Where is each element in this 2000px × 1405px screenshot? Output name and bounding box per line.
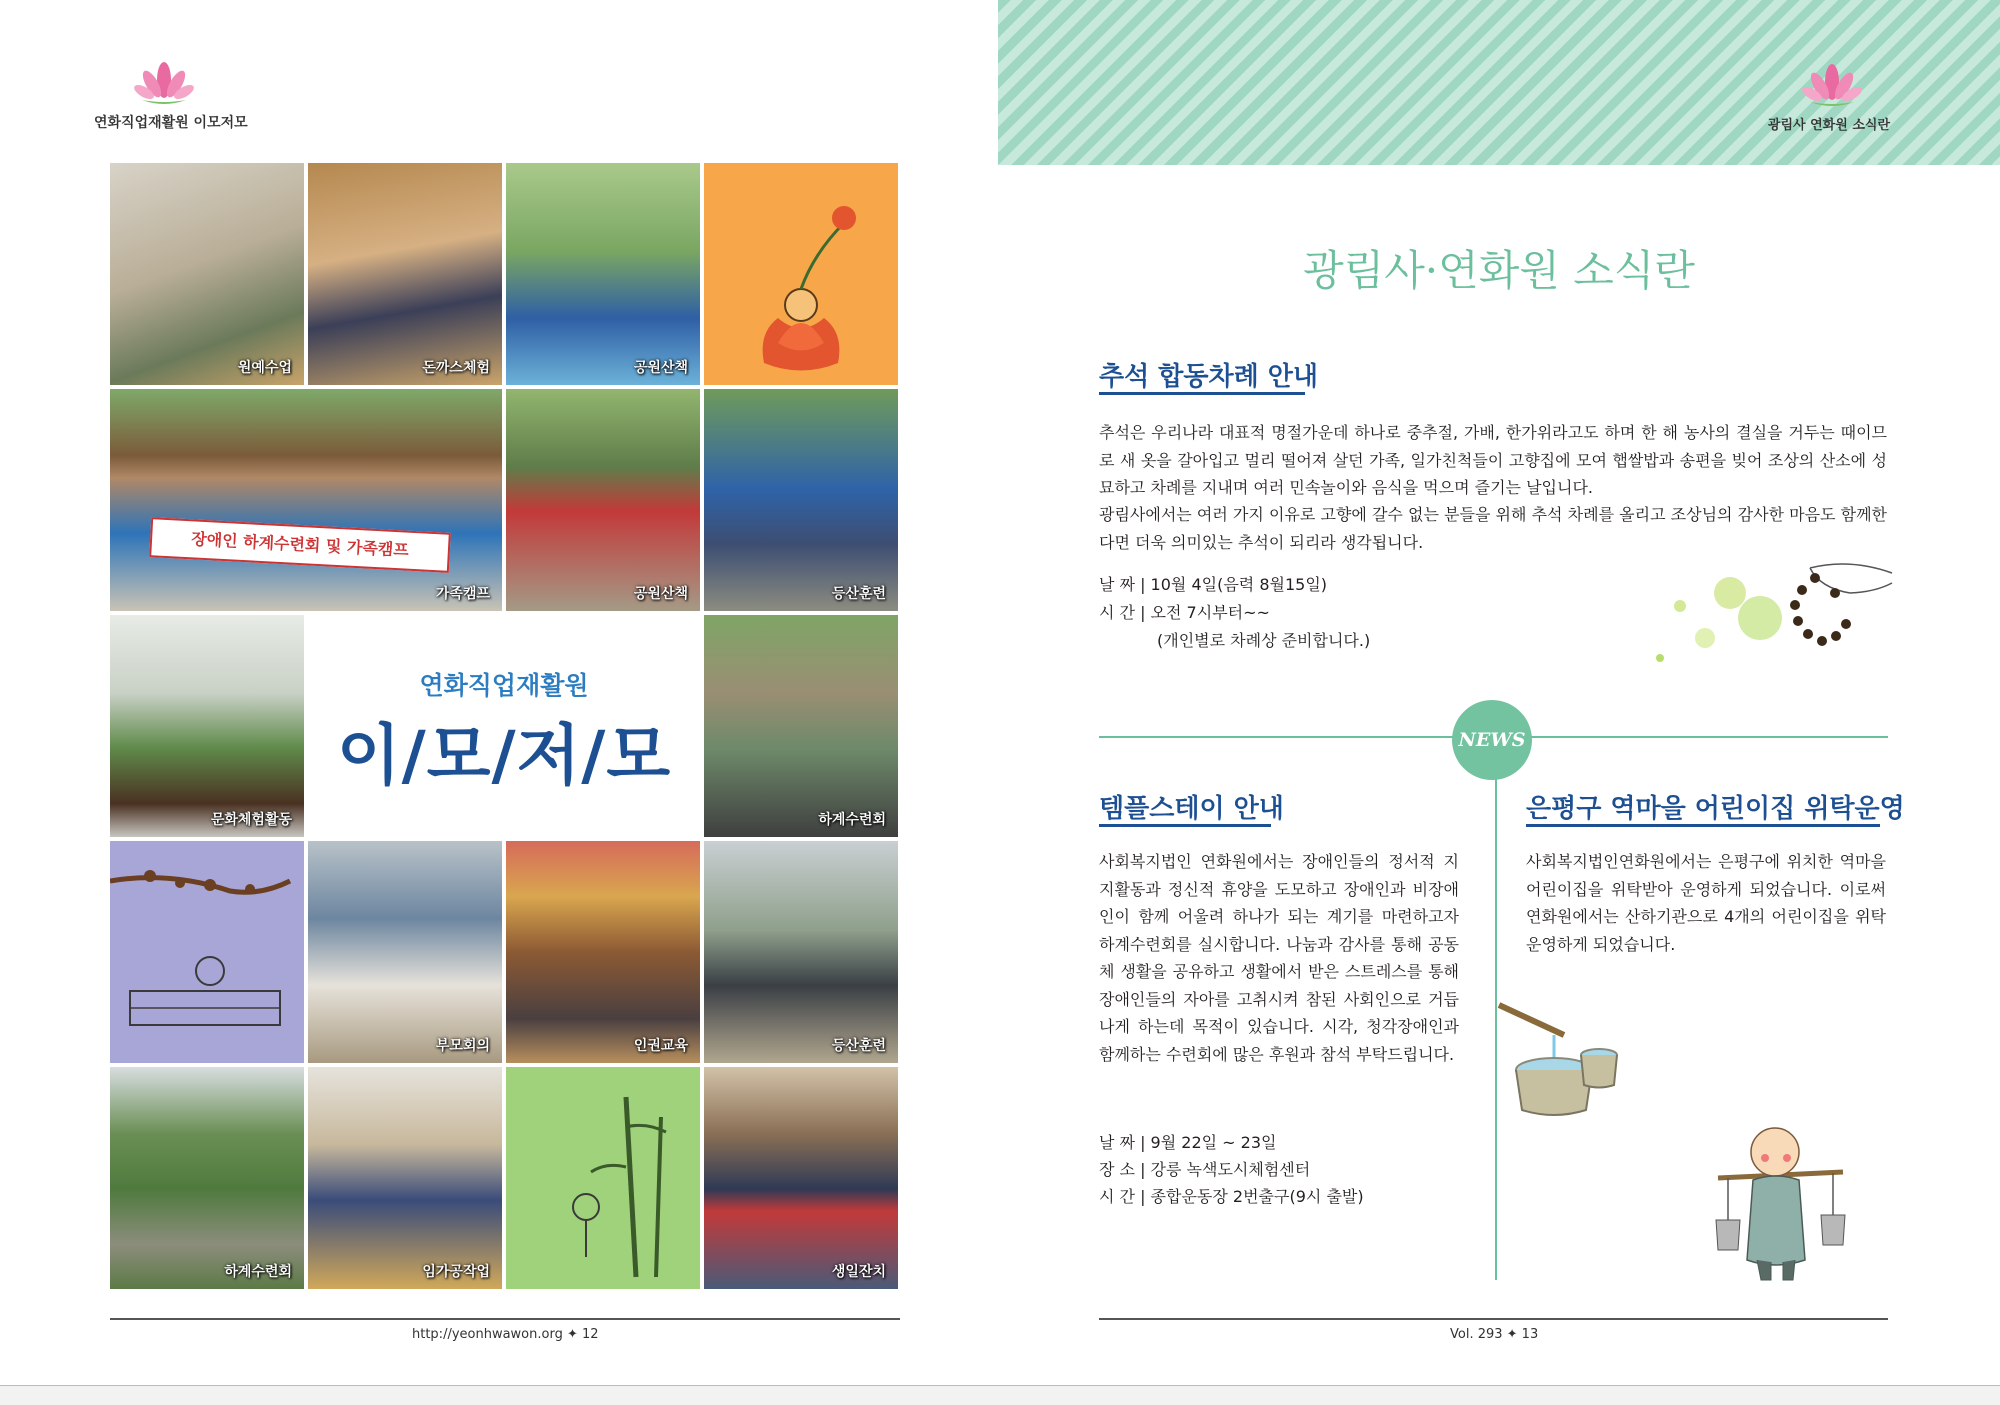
photo-hiking-training	[704, 389, 898, 611]
photo-culture-activity	[110, 615, 304, 837]
page-header: 연화직업재활원 이모저모	[94, 115, 248, 131]
photo-cutlet-experience	[308, 163, 502, 385]
article-heading: 추석 합동차례 안내	[1099, 362, 1319, 392]
section-title: 광림사·연화원 소식란	[1303, 246, 1695, 295]
article-body: 광림사에서는 여러 가지 이유로 고향에 갈수 없는 분들을 위해 추석 차례를 올리고 조상님의 감사한 마음도 함께한다면 더욱 의미있는 추석이 되리라 생각됩니다.	[1099, 505, 1887, 552]
photo-park-walk	[506, 163, 700, 385]
photo-family-camp	[110, 389, 502, 611]
footer-divider	[110, 1318, 900, 1320]
lotus-logo-icon	[134, 56, 194, 108]
prayer-beads-icon	[1610, 548, 1895, 713]
info-date: 날 짜 | 9월 22일 ~ 23일	[1099, 1133, 1277, 1152]
page-footer: Vol. 293 ✦ 13	[1450, 1327, 1539, 1342]
photo-caption: 생일잔치	[831, 1264, 886, 1280]
info-time: 시 간 | 오전 7시부터~~	[1099, 603, 1270, 622]
heading-underline	[1099, 392, 1305, 395]
photo-park-walk-2	[506, 389, 700, 611]
camp-banner: 장애인 하계수련회 및 가족캠프	[149, 517, 451, 573]
info-date: 날 짜 | 10월 4일(음력 8월15일)	[1099, 575, 1328, 594]
illustration-lotus-character	[704, 163, 898, 385]
tree-character-icon	[110, 841, 304, 1063]
heading-underline	[1526, 824, 1880, 827]
photo-caption: 문화체험활동	[210, 812, 292, 828]
right-page	[998, 0, 2000, 1380]
center-title: 이/모/저/모	[336, 717, 672, 794]
photo-caption: 공원산책	[633, 586, 688, 602]
photo-caption: 인권교육	[633, 1038, 688, 1054]
little-monk-icon	[1713, 1120, 1848, 1285]
left-page	[0, 0, 998, 1380]
article-body: 사회복지법인연화원에서는 은평구에 위치한 역마을 어린이집을 위탁받아 운영하게 되었습니다. 이로써 연화원에서는 산하기관으로 4개의 어린이집을 위탁 운영하게 되었습니다.	[1526, 852, 1886, 954]
photo-caption: 가족캠프	[435, 586, 490, 602]
photo-caption: 공원산책	[633, 360, 688, 376]
center-title-block	[308, 614, 700, 836]
info-note: (개인별로 차례상 준비합니다.)	[1157, 631, 1371, 650]
footer-divider	[1099, 1318, 1888, 1320]
photo-hiking-training-2	[704, 841, 898, 1063]
photo-caption: 등산훈련	[831, 586, 886, 602]
photo-birthday-party	[704, 1067, 898, 1289]
info-time: 시 간 | 종합운동장 2번출구(9시 출발)	[1099, 1187, 1364, 1206]
info-place: 장 소 | 강릉 녹색도시체험센터	[1099, 1160, 1311, 1179]
article-body: 추석은 우리나라 대표적 명절가운데 하나로 중추절, 가배, 한가위라고도 하며 한 해 농사의 결실을 거두는 때이므로 새 옷을 갈아입고 멀리 떨어져 살던 가족, 일가친척들이 고향집에 모여 햅쌀밥과 송편을 빚어 조상의 산소에 성묘하고 차례를 지내며 여러 민속놀이와 음식을 먹으며 즐기는 날입니다.	[1099, 423, 1887, 497]
article-body: 사회복지법인 연화원에서는 장애인들의 정서적 지지활동과 정신적 휴양을 도모하고 장애인과 비장애인이 함께 어울려 하나가 되는 계기를 마련하고자 하계수련회를 실시합니다. 나눔과 감사를 통해 공동체 생활을 공유하고 생활에서 받은 스트레스를 통해 장애인들의 자아를 고취시켜 참된 사회인으로 거듭나게 하는데 목적이 있습니다. 시각, 청각장애인과 함께하는 수련회에 많은 후원과 참석 부탁드립니다.	[1099, 852, 1459, 1064]
photo-caption: 하계수련회	[224, 1264, 292, 1280]
photo-caption: 원예수업	[237, 360, 292, 376]
news-badge: NEWS	[1452, 700, 1532, 780]
photo-gardening-class	[110, 163, 304, 385]
page-footer: http://yeonhwawon.org ✦ 12	[412, 1327, 599, 1342]
illustration-bamboo-character	[506, 1067, 700, 1289]
page-edge	[0, 1385, 2000, 1405]
illustration-tree-character	[110, 841, 304, 1063]
bamboo-character-icon	[506, 1067, 700, 1289]
photo-human-rights-education	[506, 841, 700, 1063]
photo-caption: 돈까스체험	[422, 360, 490, 376]
photo-caption: 등산훈련	[831, 1038, 886, 1054]
article-heading: 템플스테이 안내	[1099, 794, 1284, 824]
page-header: 광림사 연화원 소식란	[1767, 118, 1890, 133]
photo-parent-meeting	[308, 841, 502, 1063]
center-subtitle: 연화직업재활원	[419, 671, 589, 700]
photo-caption: 임가공작업	[422, 1264, 490, 1280]
photo-summer-retreat-2	[110, 1067, 304, 1289]
lotus-logo-icon	[1802, 58, 1862, 110]
photo-grid	[110, 163, 900, 1290]
photo-assembly-work	[308, 1067, 502, 1289]
photo-summer-retreat	[704, 615, 898, 837]
photo-caption: 부모회의	[435, 1038, 490, 1054]
heading-underline	[1099, 824, 1271, 827]
lotus-character-icon	[704, 163, 898, 385]
article-heading: 은평구 역마을 어린이집 위탁운영	[1526, 794, 1905, 824]
water-basin-icon	[1494, 995, 1624, 1125]
photo-caption: 하계수련회	[818, 812, 886, 828]
